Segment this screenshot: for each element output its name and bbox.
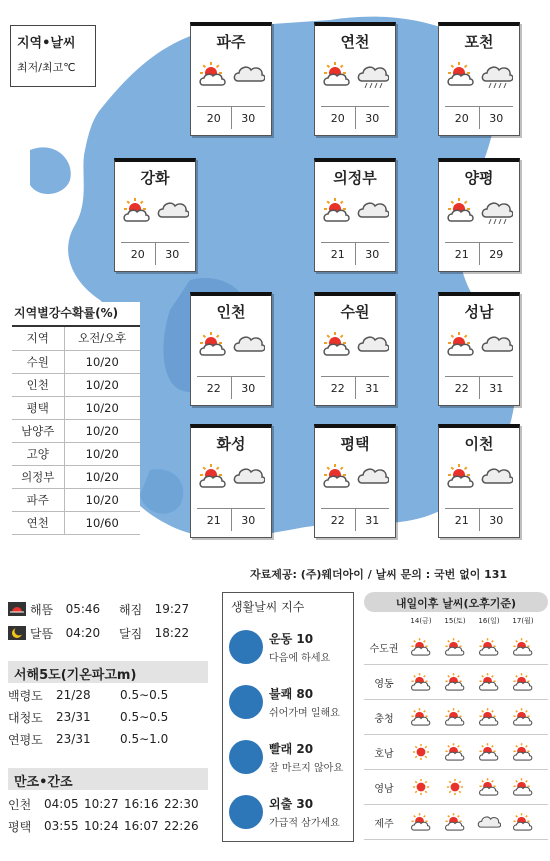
- rain-row: [12, 511, 140, 534]
- tide-cell: 22:30: [164, 797, 199, 811]
- low-temp: 20: [321, 107, 356, 129]
- city-name: 파주: [216, 33, 246, 51]
- forecast-region: 제주: [374, 818, 394, 830]
- forecast-rows: [364, 630, 548, 840]
- sea-cell: 0.5∼1.0: [120, 732, 169, 746]
- city-card: [438, 292, 520, 406]
- rain-region: 평택: [12, 396, 64, 419]
- rain-table-body: [12, 327, 140, 534]
- sun-cloud-icon: [438, 741, 472, 763]
- sunrise-icon: [8, 602, 26, 616]
- sun-cloud-icon: [197, 461, 229, 495]
- discomfort-icon: [229, 685, 263, 719]
- rain-region: 남양주: [12, 419, 64, 442]
- forecast-day: 14(금): [410, 617, 432, 625]
- sun-time: 04:20: [65, 626, 101, 640]
- sun-cloud-icon: [506, 811, 540, 833]
- city-card: [314, 22, 396, 136]
- low-temp: 22: [445, 377, 480, 399]
- tide-cell: 평택: [8, 819, 32, 834]
- low-temp: 21: [445, 509, 480, 531]
- life-title: 생활날씨 지수: [231, 600, 305, 614]
- sun-cloud-icon: [472, 636, 506, 658]
- city-card: [314, 424, 396, 538]
- high-temp: 31: [365, 514, 380, 527]
- laundry-icon: [229, 740, 263, 774]
- outing-icon: [229, 795, 263, 829]
- rain-region: 의정부: [12, 465, 64, 488]
- sea-cell: 23/31: [56, 710, 91, 724]
- city-card: [438, 22, 520, 136]
- life-item-name: 불쾌 80: [269, 686, 314, 701]
- cloud-icon: [481, 329, 513, 363]
- high-temp: 31: [365, 382, 380, 395]
- sun-cloud-icon: [445, 195, 477, 229]
- low-temp: 20: [121, 243, 156, 265]
- rain-row: [12, 465, 140, 488]
- sun-label: 달뜸: [30, 626, 54, 641]
- rain-header-row: [12, 327, 140, 350]
- city-card: [114, 158, 196, 272]
- city-name: 강화: [140, 169, 170, 187]
- city-name: 평택: [340, 435, 370, 453]
- rain-row: [12, 442, 140, 465]
- rain-value: 10/20: [64, 465, 140, 488]
- sea-table: [8, 684, 208, 750]
- tide-row: [8, 793, 208, 815]
- life-item-name: 빨래 20: [269, 741, 314, 756]
- rain-row: [12, 373, 140, 396]
- rain-row: [12, 350, 140, 373]
- cloud-icon: [357, 461, 389, 495]
- low-temp: 20: [445, 107, 480, 129]
- legend-title: 지역•날씨: [17, 36, 76, 51]
- rain-row: [12, 396, 140, 419]
- sun-cloud-icon: [404, 636, 438, 658]
- forecast-title: 내일이후 날씨(오후기준): [364, 592, 548, 612]
- low-temp: 21: [445, 243, 480, 265]
- sun-icon: [438, 776, 472, 798]
- high-temp: 30: [365, 248, 380, 261]
- cloud-icon: [233, 329, 265, 363]
- sea-cell: 0.5∼0.5: [120, 688, 169, 702]
- sun-cloud-icon: [472, 776, 506, 798]
- sun-cloud-icon: [321, 329, 353, 363]
- sun-moon-times: [8, 597, 208, 645]
- tide-table: [8, 793, 208, 837]
- high-temp: 30: [365, 112, 380, 125]
- sun-label: 달짐: [119, 626, 143, 641]
- cloud-icon: [481, 461, 513, 495]
- forecast-row: [364, 630, 548, 665]
- extended-forecast: [364, 592, 548, 842]
- rain-cloud-icon: [357, 59, 389, 93]
- city-name: 의정부: [333, 169, 377, 187]
- life-item-desc: 쉬어가며 일해요: [269, 707, 340, 719]
- tide-cell: 10:24: [84, 819, 119, 833]
- sun-cloud-icon: [321, 461, 353, 495]
- life-item-desc: 잘 마르지 않아요: [269, 762, 343, 774]
- forecast-day: 17(월): [512, 617, 534, 625]
- sun-cloud-icon: [506, 706, 540, 728]
- rain-region: 고양: [12, 442, 64, 465]
- tide-cell: 16:07: [124, 819, 159, 833]
- sea-row: [8, 684, 208, 706]
- rain-cloud-icon: [481, 59, 513, 93]
- rain-value: 10/20: [64, 419, 140, 442]
- tide-cell: 03:55: [44, 819, 79, 833]
- sun-cloud-icon: [121, 195, 153, 229]
- city-name: 이천: [464, 435, 494, 453]
- sun-time: 19:27: [154, 602, 190, 616]
- forecast-region: 영남: [374, 783, 394, 795]
- sea-cell: 연평도: [8, 732, 43, 747]
- life-item: [223, 784, 353, 839]
- cloud-icon: [233, 59, 265, 93]
- sun-icon: [404, 776, 438, 798]
- tide-cell: 04:05: [44, 797, 79, 811]
- city-name: 수원: [340, 303, 370, 321]
- sun-cloud-icon: [506, 776, 540, 798]
- high-temp: 31: [489, 382, 504, 395]
- sun-cloud-icon: [404, 706, 438, 728]
- forecast-region: 영동: [374, 678, 394, 690]
- high-temp: 30: [489, 112, 504, 125]
- rain-value: 10/20: [64, 373, 140, 396]
- rain-value: 10/20: [64, 350, 140, 373]
- city-name: 화성: [216, 435, 246, 453]
- tide-cell: 인천: [8, 797, 32, 812]
- sun-cloud-icon: [438, 636, 472, 658]
- rain-probability-table: [12, 302, 140, 535]
- life-list: [223, 619, 353, 839]
- tide-row: [8, 815, 208, 837]
- low-temp: 21: [321, 243, 356, 265]
- sun-moon-row: [8, 621, 208, 645]
- sun-cloud-icon: [404, 811, 438, 833]
- legend-subtitle: 최저/최고℃: [17, 61, 76, 74]
- rain-region: 수원: [12, 350, 64, 373]
- rain-value: 10/20: [64, 488, 140, 511]
- sea-row: [8, 728, 208, 750]
- life-item-desc: 다음에 하세요: [269, 652, 331, 664]
- rain-header-region: 지역: [12, 327, 64, 350]
- forecast-row: [364, 665, 548, 700]
- sun-cloud-icon: [472, 706, 506, 728]
- high-temp: 29: [489, 248, 504, 261]
- sea-section-title: 서해5도(기온파고m): [8, 661, 208, 683]
- rain-value: 10/60: [64, 511, 140, 534]
- sun-cloud-icon: [472, 671, 506, 693]
- life-item: [223, 674, 353, 729]
- sun-cloud-icon: [445, 59, 477, 93]
- sun-cloud-icon: [197, 59, 229, 93]
- sea-cell: 23/31: [56, 732, 91, 746]
- forecast-region: 호남: [374, 748, 394, 760]
- low-temp: 22: [321, 377, 356, 399]
- high-temp: 30: [241, 382, 256, 395]
- sun-label: 해뜸: [30, 602, 54, 617]
- forecast-row: [364, 770, 548, 805]
- rain-value: 10/20: [64, 396, 140, 419]
- sun-time: 18:22: [154, 626, 190, 640]
- city-card: [438, 158, 520, 272]
- high-temp: 30: [241, 112, 256, 125]
- sun-cloud-icon: [506, 636, 540, 658]
- sun-cloud-icon: [506, 671, 540, 693]
- life-weather-index: [222, 592, 354, 842]
- sun-cloud-icon: [445, 329, 477, 363]
- high-temp: 30: [241, 514, 256, 527]
- low-temp: 21: [197, 509, 232, 531]
- life-item-desc: 가급적 삼가세요: [269, 817, 340, 829]
- rain-title: 지역별강수확률(%): [12, 302, 140, 327]
- forecast-days: [404, 616, 548, 630]
- sun-cloud-icon: [321, 195, 353, 229]
- sea-cell: 대청도: [8, 710, 43, 725]
- sun-label: 해짐: [119, 602, 143, 617]
- forecast-region: 충청: [374, 713, 394, 725]
- city-name: 성남: [464, 303, 494, 321]
- sun-cloud-icon: [404, 671, 438, 693]
- low-temp: 22: [321, 509, 356, 531]
- sun-icon: [404, 741, 438, 763]
- city-card: [190, 424, 272, 538]
- low-temp: 22: [197, 377, 232, 399]
- rain-header-ampm: 오전/오후: [64, 327, 140, 350]
- sun-moon-row: [8, 597, 208, 621]
- moonrise-icon: [8, 626, 26, 640]
- life-item: [223, 729, 353, 784]
- sun-cloud-icon: [438, 671, 472, 693]
- cloud-icon: [472, 811, 506, 833]
- cloud-icon: [357, 195, 389, 229]
- forecast-region: 수도권: [369, 643, 399, 655]
- cloud-icon: [233, 461, 265, 495]
- forecast-day: 16(일): [478, 617, 500, 625]
- city-card: [190, 22, 272, 136]
- city-name: 연천: [340, 33, 370, 51]
- sun-cloud-icon: [506, 741, 540, 763]
- sea-row: [8, 706, 208, 728]
- life-item: [223, 619, 353, 674]
- city-name: 포천: [464, 33, 494, 51]
- tide-cell: 10:27: [84, 797, 119, 811]
- rain-row: [12, 419, 140, 442]
- low-temp: 20: [197, 107, 232, 129]
- cloud-icon: [357, 329, 389, 363]
- tide-cell: 16:16: [124, 797, 159, 811]
- city-card: [190, 292, 272, 406]
- map-legend: [10, 25, 96, 87]
- high-temp: 30: [489, 514, 504, 527]
- city-name: 인천: [216, 303, 246, 321]
- tide-cell: 22:26: [164, 819, 199, 833]
- city-name: 양평: [464, 169, 494, 187]
- sun-cloud-icon: [438, 811, 472, 833]
- rain-row: [12, 488, 140, 511]
- life-item-name: 외출 30: [269, 796, 314, 811]
- city-card: [314, 158, 396, 272]
- sea-cell: 백령도: [8, 688, 43, 703]
- tide-section-title: 만조•간조: [8, 768, 208, 790]
- sun-cloud-icon: [445, 461, 477, 495]
- sun-cloud-icon: [321, 59, 353, 93]
- rain-cloud-icon: [481, 195, 513, 229]
- forecast-row: [364, 735, 548, 770]
- sea-cell: 21/28: [56, 688, 91, 702]
- forecast-row: [364, 805, 548, 840]
- sun-cloud-icon: [197, 329, 229, 363]
- data-credit: 자료제공: (주)웨더아이 / 날씨 문의 : 국번 없이 131: [250, 568, 508, 581]
- rain-region: 파주: [12, 488, 64, 511]
- forecast-day: 15(토): [444, 617, 466, 625]
- rain-value: 10/20: [64, 442, 140, 465]
- forecast-row: [364, 700, 548, 735]
- rain-region: 인천: [12, 373, 64, 396]
- cloud-icon: [157, 195, 189, 229]
- sun-time: 05:46: [65, 602, 101, 616]
- sun-cloud-icon: [472, 741, 506, 763]
- city-card: [438, 424, 520, 538]
- life-item-name: 운동 10: [269, 631, 314, 646]
- sea-cell: 0.5∼0.5: [120, 710, 169, 724]
- city-card: [314, 292, 396, 406]
- rain-region: 연천: [12, 511, 64, 534]
- high-temp: 30: [165, 248, 180, 261]
- sun-cloud-icon: [438, 706, 472, 728]
- exercise-icon: [229, 630, 263, 664]
